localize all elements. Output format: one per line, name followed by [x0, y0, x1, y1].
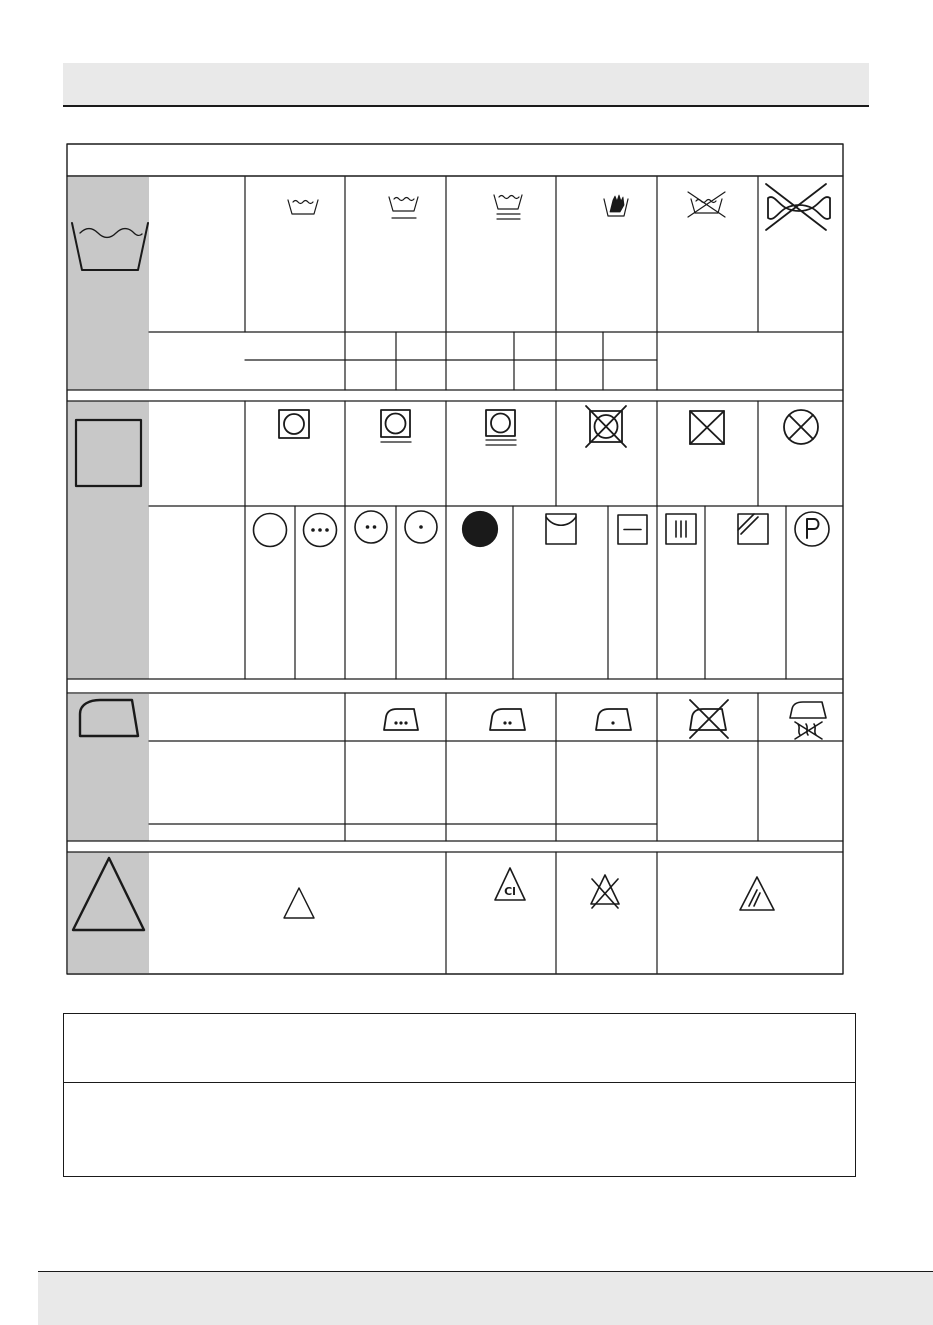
- page-footer-bar: [38, 1271, 933, 1325]
- category-column: [68, 177, 149, 973]
- chlorine-label: Cl: [504, 885, 516, 898]
- table-frame: [67, 144, 843, 974]
- note-box-bottom: [63, 1082, 856, 1177]
- dry-no-heat-icon: [463, 512, 498, 547]
- note-box-top: [63, 1013, 856, 1083]
